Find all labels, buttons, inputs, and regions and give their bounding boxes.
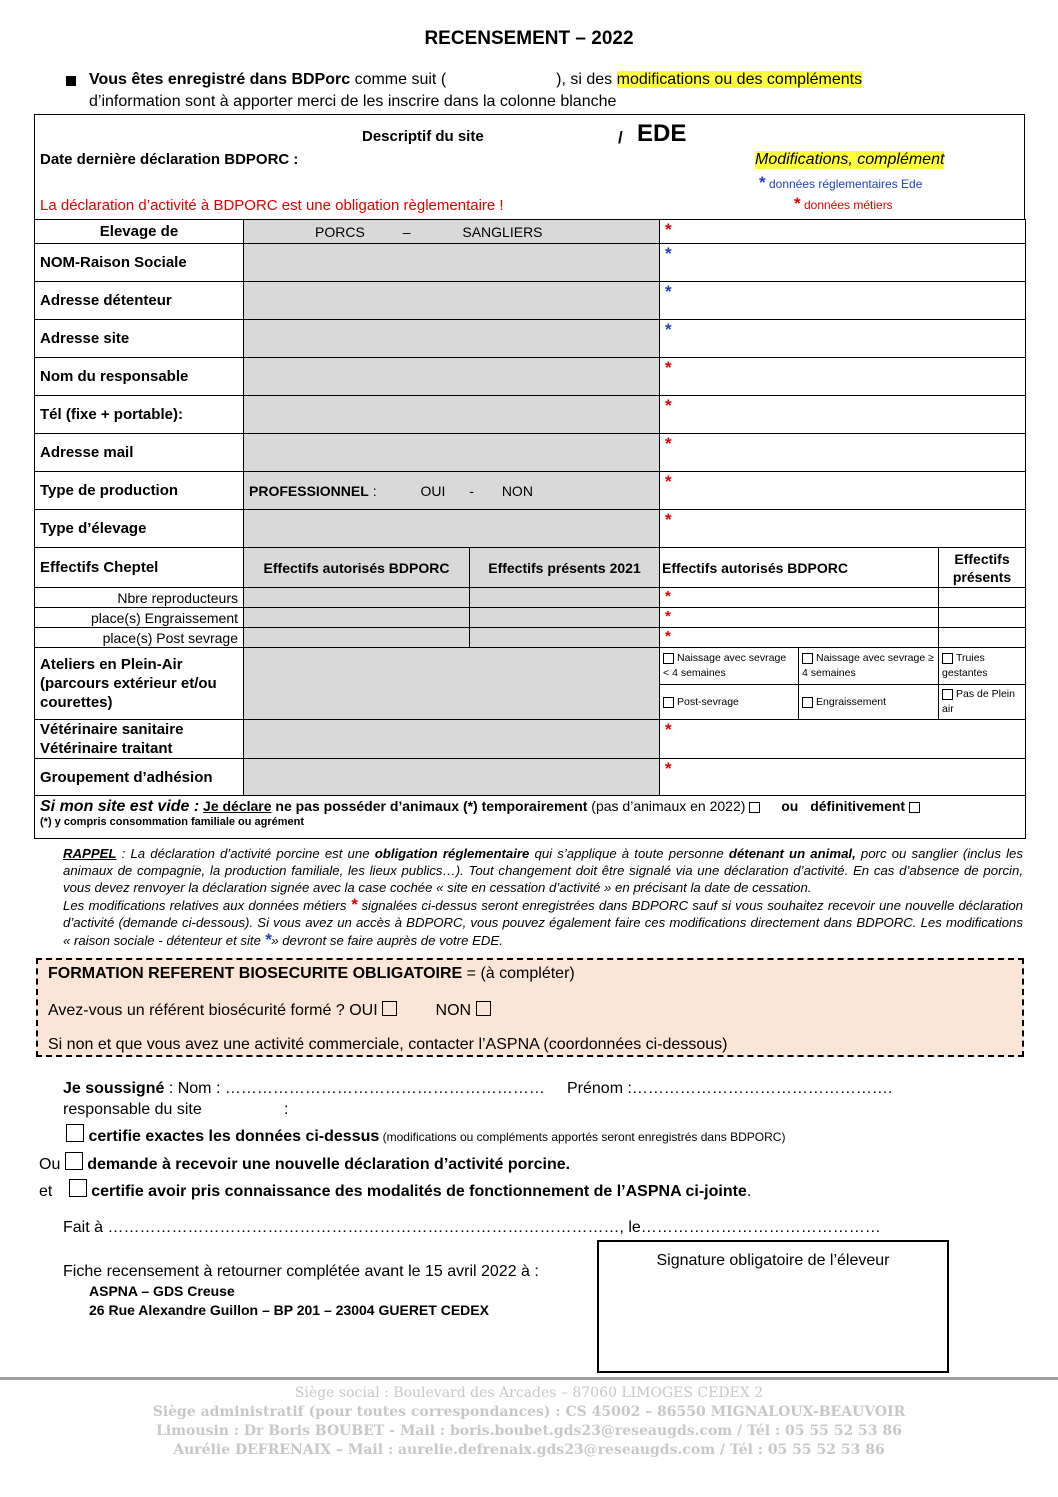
post-sevrage-pres-modif[interactable] xyxy=(939,628,1026,648)
star-red-icon: * xyxy=(665,472,672,491)
star-red-icon: * xyxy=(665,358,672,377)
star-red-icon: * xyxy=(665,759,672,778)
adresse-site-modif[interactable] xyxy=(660,320,1026,358)
opt-pas-plein-air[interactable] xyxy=(939,685,1026,720)
site-vide-je: Je déclare xyxy=(203,798,272,814)
rappel-label: RAPPEL xyxy=(63,846,117,861)
adresse-detenteur-value xyxy=(244,282,660,320)
row-reproducteurs xyxy=(35,588,1026,608)
row-nom xyxy=(35,244,1026,282)
engraissement-auto xyxy=(244,608,470,628)
tel-value xyxy=(244,396,660,434)
intro-line-2: d’information sont à apporter merci de les inscrire dans la colonne blanche xyxy=(89,93,617,110)
opt-naissage-lt-text: Naissage avec sevrage < 4 semaines xyxy=(663,652,787,679)
star-red-icon: * xyxy=(665,220,672,239)
fiche-text: Fiche recensement à retourner complétée avant le 15 avril 2022 à : xyxy=(63,1263,539,1280)
intro-highlight: modifications ou des compléments xyxy=(616,71,863,88)
certifie2-text: certifie avoir pris connaissance des modalités de fonctionnement de l’ASPNA ci-jointe xyxy=(91,1183,747,1200)
elevage-value xyxy=(244,220,660,244)
star-blue-icon: * xyxy=(759,173,766,192)
footer-line-4: Aurélie DEFRENAIX – Mail : aurelie.defrenaix.gds23@reseaugds.com / Tél : 05 55 52 53 86 xyxy=(173,1442,885,1458)
reproducteurs-auto xyxy=(244,588,470,608)
aspna-name: ASPNA – GDS Creuse xyxy=(89,1283,235,1299)
rappel-t3: porc ou sanglier (inclus les animaux de compagnie, la production familiale, les lieux publics…). Tout changement doit être signalé via une déclaration d’activité. En cas d’absence de porcin, vous devez renvoyer la déclaration signée avec la case cochée « site en cessation d’activité » en précisant la date de cessation. xyxy=(63,846,1023,895)
formation-question-line xyxy=(48,1001,491,1020)
eff-autorises-header: Effectifs autorisés BDPORC xyxy=(244,548,470,588)
opt-engraissement[interactable] xyxy=(799,685,939,720)
adresse-site-value xyxy=(244,320,660,358)
star-red-icon: * xyxy=(350,895,358,914)
site-vide-def: définitivement xyxy=(810,798,906,814)
intro-mid: comme suit ( xyxy=(350,71,447,88)
legend-blue-text: données réglementaires Ede xyxy=(768,177,923,191)
star-red-icon: * xyxy=(794,194,801,213)
reproducteurs-pres-modif[interactable] xyxy=(939,588,1026,608)
type-elevage-modif[interactable] xyxy=(660,510,1026,548)
ede-label: EDE xyxy=(637,120,687,147)
row-plein-air-1 xyxy=(35,648,1026,685)
intro-bold: Vous êtes enregistré dans BDPorc xyxy=(89,71,351,88)
row-type-production xyxy=(35,472,1026,510)
row-site-vide xyxy=(35,796,1026,839)
porcs-text: PORCS xyxy=(315,223,365,240)
row-responsable xyxy=(35,358,1026,396)
aspna-address: 26 Rue Alexandre Guillon – BP 201 – 23004 GUERET CEDEX xyxy=(89,1302,489,1318)
opt-post-sevrage-text: Post-sevrage xyxy=(677,696,739,708)
eff-presents-2021-header: Effectifs présents 2021 xyxy=(470,548,660,588)
responsable-site-label: responsable du site xyxy=(63,1101,202,1118)
type-elevage-label: Type d’élevage xyxy=(35,510,244,548)
checkbox-icon[interactable] xyxy=(802,653,813,664)
tel-label: Tél (fixe + portable): xyxy=(35,396,244,434)
star-red-icon: * xyxy=(665,434,672,453)
reproducteurs-pres xyxy=(470,588,660,608)
responsable-value xyxy=(244,358,660,396)
rappel-t4: Les modifications relatives aux données métiers xyxy=(63,898,351,913)
engraissement-label: place(s) Engraissement xyxy=(35,608,244,628)
fait-a-field[interactable]: Fait à ……………………………………………………………………………………, le……………………………………… xyxy=(63,1219,881,1236)
rappel-t1: : La déclaration d’activité porcine est une xyxy=(116,846,375,861)
post-sevrage-pres xyxy=(470,628,660,648)
professionnel-text: PROFESSIONNEL xyxy=(249,482,369,499)
engraissement-modif[interactable] xyxy=(660,608,939,628)
certifie2-checkbox-icon[interactable] xyxy=(69,1179,87,1197)
opt-naissage-ge-text: Naissage avec sevrage ≥ 4 semaines xyxy=(802,652,934,679)
tiret-text: - xyxy=(469,482,474,499)
opt-truies-text: Truies gestantes xyxy=(942,652,988,679)
certifie-note: (modifications ou compléments apportés seront enregistrés dans BDPORC) xyxy=(379,1130,786,1144)
checkbox-icon[interactable] xyxy=(802,697,813,708)
vet-sanitaire-label: Vétérinaire sanitaire xyxy=(40,721,184,738)
adresse-detenteur-modif[interactable] xyxy=(660,282,1026,320)
star-red-icon: * xyxy=(665,396,672,415)
mail-modif[interactable] xyxy=(660,434,1026,472)
checkbox-icon[interactable] xyxy=(663,653,674,664)
responsable-modif[interactable] xyxy=(660,358,1026,396)
type-elevage-value xyxy=(244,510,660,548)
groupement-label: Groupement d’adhésion xyxy=(35,759,244,796)
checkbox-icon[interactable] xyxy=(663,697,674,708)
veterinaire-modif[interactable] xyxy=(660,720,1026,759)
site-vide-text: ne pas posséder d’animaux (*) temporairement xyxy=(271,798,588,814)
checkbox-icon[interactable] xyxy=(942,689,953,700)
formation-question: Avez-vous un référent biosécurité formé ? OUI xyxy=(48,1002,378,1019)
site-vide-line xyxy=(40,798,1020,816)
nom-value xyxy=(244,244,660,282)
opt-naissage-lt[interactable] xyxy=(660,648,799,685)
temporairement-checkbox-icon[interactable] xyxy=(749,802,760,813)
star-blue-icon: * xyxy=(665,320,672,339)
star-red-icon: * xyxy=(665,608,671,625)
plein-air-label: Ateliers en Plein-Air (parcours extérieur et/ou courettes) xyxy=(35,648,244,720)
row-post-sevrage xyxy=(35,628,1026,648)
type-production-label: Type de production xyxy=(35,472,244,510)
post-sevrage-label: place(s) Post sevrage xyxy=(35,628,244,648)
star-blue-icon: * xyxy=(665,244,672,263)
demande-text: demande à recevoir une nouvelle déclaration d’activité porcine. xyxy=(87,1156,571,1173)
opt-truies[interactable] xyxy=(939,648,1026,685)
type-production-modif[interactable] xyxy=(660,472,1026,510)
rappel-b1: obligation réglementaire xyxy=(374,846,530,861)
et-label: et xyxy=(39,1183,53,1200)
row-groupement xyxy=(35,759,1026,796)
tel-modif[interactable] xyxy=(660,396,1026,434)
elevage-modif[interactable] xyxy=(660,220,1026,244)
star-red-icon: * xyxy=(665,510,672,529)
formation-non: NON xyxy=(435,1002,472,1019)
eff-autorises-header-2: Effectifs autorisés BDPORC xyxy=(660,548,939,588)
rappel-text xyxy=(63,845,1023,949)
certifie-text: certifie exactes les données ci-dessus xyxy=(88,1128,380,1145)
date-declaration-label: Date dernière déclaration BDPORC : xyxy=(40,151,299,168)
legend-red xyxy=(794,194,893,214)
intro-bullet xyxy=(66,76,76,86)
definitivement-checkbox-icon[interactable] xyxy=(909,802,920,813)
site-vide-label: Si mon site est vide : xyxy=(40,798,200,815)
reproducteurs-modif[interactable] xyxy=(660,588,939,608)
rappel-t2: qui s’applique à toute personne xyxy=(529,846,729,861)
groupement-modif[interactable] xyxy=(660,759,1026,796)
header-slash: / xyxy=(618,128,623,147)
formation-box xyxy=(36,958,1024,1057)
colon-text: : xyxy=(372,482,377,499)
site-table xyxy=(34,219,1026,839)
star-red-icon: * xyxy=(665,628,671,645)
intro-mid2: ), si des xyxy=(556,71,617,88)
star-red-icon: * xyxy=(665,588,671,605)
row-tel xyxy=(35,396,1026,434)
responsable-site-colon: : xyxy=(284,1101,289,1118)
post-sevrage-auto xyxy=(244,628,470,648)
formation-title-suffix: = (à compléter) xyxy=(462,965,575,982)
modifications-label: Modifications, complément xyxy=(755,151,945,168)
prenom-field[interactable]: Prénom :…………………………………………. xyxy=(567,1080,893,1097)
star-blue-icon: * xyxy=(665,282,672,301)
groupement-value xyxy=(244,759,660,796)
certifie2-dot: . xyxy=(746,1183,752,1200)
footer-divider xyxy=(0,1377,1058,1380)
intro-line-1 xyxy=(89,71,862,89)
nom-label: NOM-Raison Sociale xyxy=(35,244,244,282)
post-sevrage-modif[interactable] xyxy=(660,628,939,648)
mail-label: Adresse mail xyxy=(35,434,244,472)
rappel-b2: détenant un animal, xyxy=(728,846,856,861)
row-engraissement xyxy=(35,608,1026,628)
demande-checkbox-icon[interactable] xyxy=(65,1152,83,1170)
descriptif-label: Descriptif du site xyxy=(362,128,484,145)
opt-pas-plein-air-text: Pas de Plein air xyxy=(942,688,1015,715)
vet-traitant-label: Vétérinaire traitant xyxy=(40,740,173,757)
row-mail xyxy=(35,434,1026,472)
plein-air-value xyxy=(244,648,660,720)
row-elevage xyxy=(35,220,1026,244)
site-vide-ou: ou xyxy=(781,798,799,814)
opt-naissage-ge[interactable] xyxy=(799,648,939,685)
non-checkbox-icon[interactable] xyxy=(476,1001,491,1016)
dash-text: – xyxy=(402,223,411,240)
veterinaire-value xyxy=(244,720,660,759)
opt-engraissement-text: Engraissement xyxy=(816,696,887,708)
oui-checkbox-icon[interactable] xyxy=(382,1001,397,1016)
reproducteurs-label: Nbre reproducteurs xyxy=(35,588,244,608)
row-adresse-site xyxy=(35,320,1026,358)
sangliers-text: SANGLIERS xyxy=(462,223,543,240)
soussigne-line xyxy=(63,1080,545,1098)
legend-blue xyxy=(759,173,922,193)
opt-post-sevrage[interactable] xyxy=(660,685,799,720)
ou-label: Ou xyxy=(39,1156,61,1173)
star-blue-icon: * xyxy=(264,930,272,949)
row-adresse-detenteur xyxy=(35,282,1026,320)
row-effectifs-header xyxy=(35,548,1026,588)
adresse-detenteur-label: Adresse détenteur xyxy=(35,282,244,320)
demande-line xyxy=(39,1152,570,1174)
site-vide-note: (*) y compris consommation familiale ou agrément xyxy=(40,816,305,828)
row-veterinaire xyxy=(35,720,1026,759)
certifie-checkbox-icon[interactable] xyxy=(66,1124,84,1142)
veterinaire-label xyxy=(35,720,244,759)
responsable-label: Nom du responsable xyxy=(35,358,244,396)
footer-line-3: Limousin : Dr Boris BOUBET - Mail : boris.boubet.gds23@reseaugds.com / Tél : 05 55 52 53 86 xyxy=(156,1423,902,1439)
signature-box[interactable] xyxy=(597,1240,949,1373)
legend-red-text: données métiers xyxy=(803,198,893,212)
formation-title-line xyxy=(48,965,575,983)
engraissement-pres xyxy=(470,608,660,628)
effectifs-label: Effectifs Cheptel xyxy=(35,548,244,588)
nom-field[interactable]: : Nom : …………………………………………………… xyxy=(164,1080,545,1097)
adresse-site-label: Adresse site xyxy=(35,320,244,358)
obligation-text: La déclaration d’activité à BDPORC est une obligation règlementaire ! xyxy=(40,197,504,214)
rappel-t5: signalées ci-dessus seront enregistrées dans BDPORC sauf si vous souhaitez recevoir une nouvelle déclaration d’activité (demande ci-dessous). Si vous avez un accès à BDPORC, vous pouvez également faire ces modifications directement dans BDPORC. Les modifications « raison sociale - détenteur et site xyxy=(63,898,1023,948)
engraissement-pres-modif[interactable] xyxy=(939,608,1026,628)
site-vide-paren: (pas d’animaux en 2022) xyxy=(587,798,750,814)
star-red-icon: * xyxy=(665,720,672,739)
soussigne-label: Je soussigné xyxy=(63,1080,165,1097)
footer-line-1: Siège social : Boulevard des Arcades – 87060 LIMOGES CEDEX 2 xyxy=(294,1385,764,1401)
certifie2-line xyxy=(39,1179,751,1201)
oui-text: OUI xyxy=(420,482,446,499)
page-title: RECENSEMENT – 2022 xyxy=(424,28,634,49)
row-type-elevage xyxy=(35,510,1026,548)
certifie-line xyxy=(66,1124,785,1146)
elevage-label: Elevage de xyxy=(35,220,244,244)
rappel-t6: » devront se faire auprès de votre EDE. xyxy=(271,933,503,948)
formation-title: FORMATION REFERENT BIOSECURITE OBLIGATOIRE xyxy=(48,965,463,982)
type-production-value xyxy=(244,472,660,510)
formation-contact: Si non et que vous avez une activité commerciale, contacter l’ASPNA (coordonnées ci-dessous) xyxy=(48,1036,728,1053)
checkbox-icon[interactable] xyxy=(942,653,953,664)
nom-modif[interactable] xyxy=(660,244,1026,282)
non-text: NON xyxy=(501,482,533,499)
signature-label: Signature obligatoire de l’éleveur xyxy=(656,1252,890,1269)
eff-presents-header: Effectifs présents xyxy=(939,548,1026,588)
mail-value xyxy=(244,434,660,472)
site-vide-cell xyxy=(35,796,1026,839)
footer-line-2: Siège administratif (pour toutes correspondances) : CS 45002 – 86550 MIGNALOUX-BEAUVOIR xyxy=(152,1404,906,1420)
